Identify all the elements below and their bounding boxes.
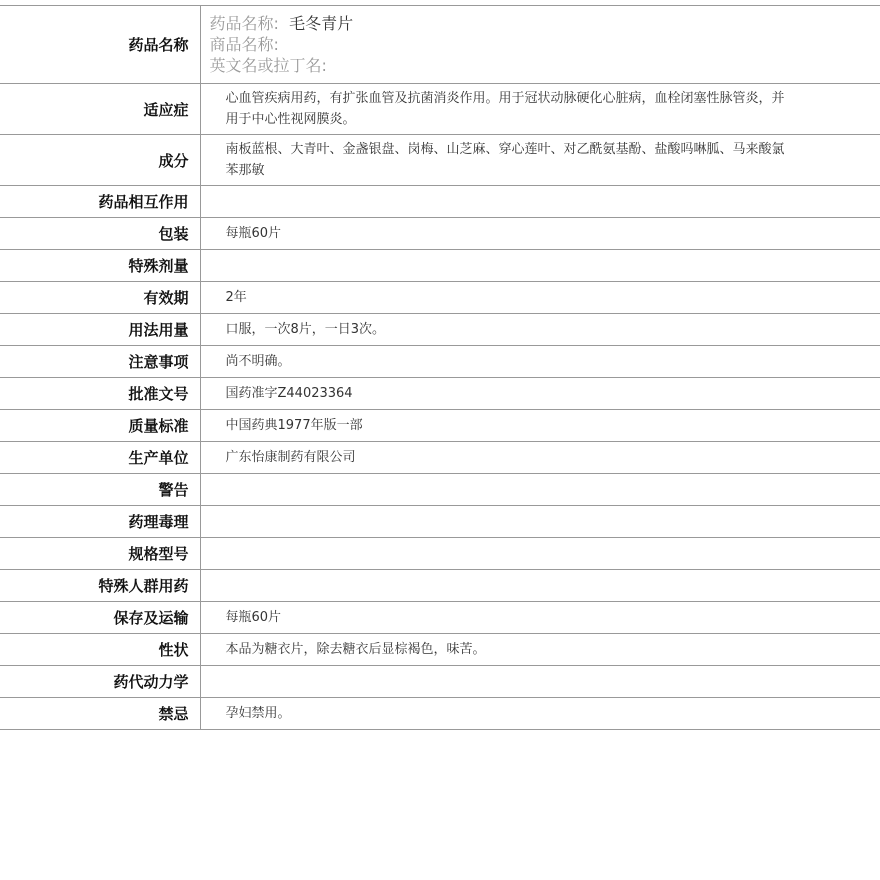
row-label: 药理毒理 [0, 506, 200, 538]
row-value: 2年 [200, 282, 880, 314]
table-row-storage [0, 602, 880, 634]
row-value [200, 186, 880, 218]
table-row-quality-standard [0, 410, 880, 442]
row-label: 生产单位 [0, 442, 200, 474]
table-row-special-dosage [0, 250, 880, 282]
table-row-drug-name [0, 6, 880, 84]
row-value [200, 506, 880, 538]
row-label: 包装 [0, 218, 200, 250]
table-row-approval-number [0, 378, 880, 410]
row-value [200, 250, 880, 282]
row-value: 南板蓝根、大青叶、金盏银盘、岗梅、山芝麻、穿心莲叶、对乙酰氨基酚、盐酸吗啉胍、马来酸氯苯那敏 [200, 135, 880, 186]
table-row-special-populations [0, 570, 880, 602]
row-label: 性状 [0, 634, 200, 666]
table-row-precautions [0, 346, 880, 378]
table-row-manufacturer [0, 442, 880, 474]
table-row-indications [0, 84, 880, 135]
row-label: 保存及运输 [0, 602, 200, 634]
english-name-label: 英文名或拉丁名: [209, 56, 327, 75]
row-value: 每瓶60片 [200, 602, 880, 634]
drug-name-values [200, 6, 880, 84]
row-value [200, 570, 880, 602]
row-label: 药品相互作用 [0, 186, 200, 218]
row-value [200, 538, 880, 570]
table-row-specification [0, 538, 880, 570]
table-row-pharmacokinetics [0, 666, 880, 698]
table-row-dosage [0, 314, 880, 346]
row-label: 药代动力学 [0, 666, 200, 698]
table-row-warning [0, 474, 880, 506]
row-value [200, 666, 880, 698]
row-value: 国药准字Z44023364 [200, 378, 880, 410]
row-value: 每瓶60片 [200, 218, 880, 250]
generic-name-line [210, 13, 880, 34]
row-value: 广东怡康制药有限公司 [200, 442, 880, 474]
row-label: 特殊剂量 [0, 250, 200, 282]
row-value: 孕妇禁用。 [200, 698, 880, 730]
row-value: 心血管疾病用药，有扩张血管及抗菌消炎作用。用于冠状动脉硬化心脏病，血栓闭塞性脉管炎，并用于中心性视网膜炎。 [200, 84, 880, 135]
row-label: 用法用量 [0, 314, 200, 346]
table-row-shelf-life [0, 282, 880, 314]
trade-name-label: 商品名称: [209, 35, 279, 54]
row-value: 本品为糖衣片，除去糖衣后显棕褐色，味苦。 [200, 634, 880, 666]
row-value: 中国药典1977年版一部 [200, 410, 880, 442]
row-label: 禁忌 [0, 698, 200, 730]
row-label: 成分 [0, 135, 200, 186]
row-label: 适应症 [0, 84, 200, 135]
row-value [200, 474, 880, 506]
row-label: 注意事项 [0, 346, 200, 378]
table-row-interactions [0, 186, 880, 218]
row-value: 口服，一次8片，一日3次。 [200, 314, 880, 346]
row-label: 批准文号 [0, 378, 200, 410]
table-row-ingredients [0, 135, 880, 186]
table-row-pharmacology [0, 506, 880, 538]
table-row-contraindications [0, 698, 880, 730]
drug-info-table [0, 5, 880, 730]
row-label: 特殊人群用药 [0, 570, 200, 602]
row-value: 尚不明确。 [200, 346, 880, 378]
table-row-description [0, 634, 880, 666]
generic-name-value: 毛冬青片 [289, 14, 354, 33]
row-label-drug-name: 药品名称 [0, 6, 200, 84]
table-row-packaging [0, 218, 880, 250]
generic-name-label: 药品名称: [209, 14, 279, 33]
row-label: 有效期 [0, 282, 200, 314]
row-label: 质量标准 [0, 410, 200, 442]
row-label: 警告 [0, 474, 200, 506]
row-label: 规格型号 [0, 538, 200, 570]
